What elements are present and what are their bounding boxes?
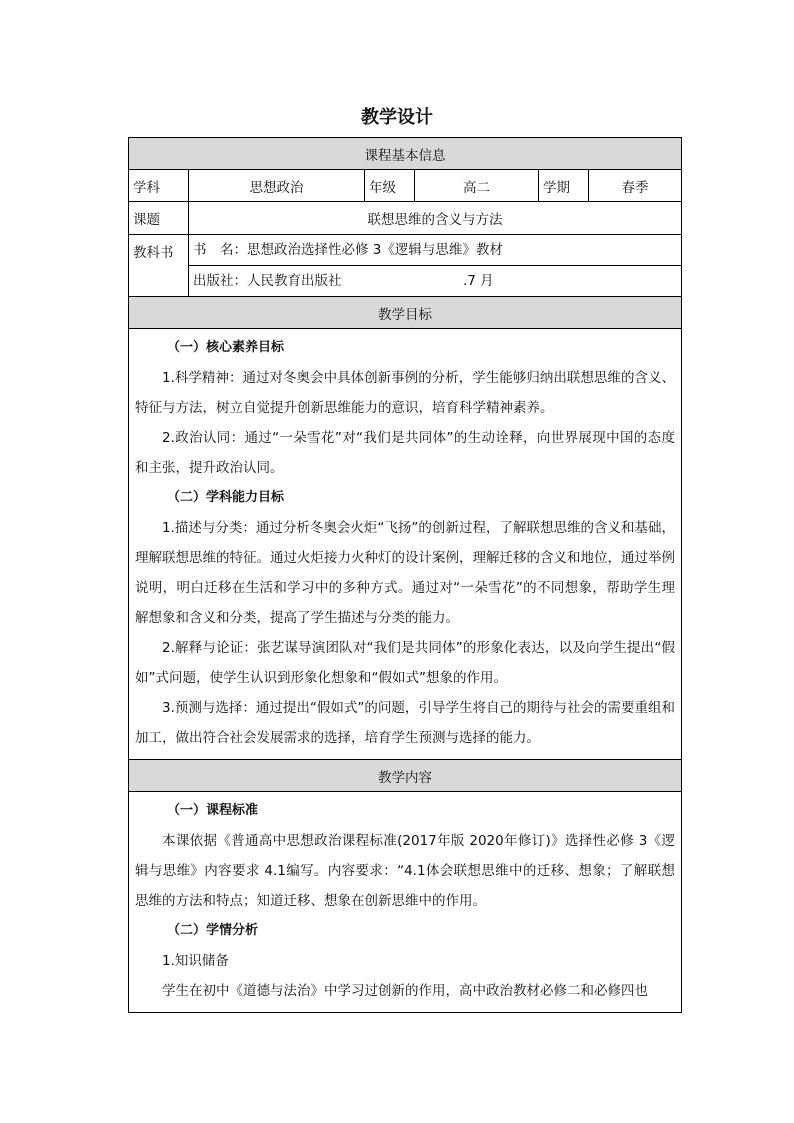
- section-title-goals: 教学目标: [129, 297, 682, 329]
- topic-value: 联想思维的含义与方法: [189, 202, 682, 235]
- lesson-plan-table: [128, 137, 682, 1013]
- section-header-goals: [129, 297, 682, 329]
- curriculum-standard-heading: （一）课程标准: [167, 803, 259, 818]
- publisher-row: [129, 266, 682, 297]
- textbook-publisher: 出版社：人民教育出版社 .7 月: [189, 266, 682, 297]
- ability-goal-paragraph: 2.解释与论证：张艺谋导演团队对“我们是共同体”的形象化表达，以及向学生提出“假如”式问题，使学生认识到形象化想象和“假如式”想象的作用。: [135, 640, 675, 686]
- section-title-content: 教学内容: [129, 760, 682, 792]
- core-goal-paragraph: 1.科学精神：通过对冬奥会中具体创新事例的分析，学生能够归纳出联想思维的含义、特征与方法，树立自觉提升创新思维能力的意识，培育科学精神素养。: [135, 370, 675, 416]
- textbook-label: 教科书: [129, 235, 189, 297]
- learner-analysis-heading: （二）学情分析: [167, 923, 259, 938]
- grade-label: 年级: [365, 170, 415, 202]
- core-goal-paragraph: 2.政治认同：通过“一朵雪花”对“我们是共同体”的生动诠释，向世界展现中国的态度和主张，提升政治认同。: [135, 430, 675, 476]
- knowledge-reserve-paragraph: 学生在初中《道德与法治》中学习过创新的作用，高中政治教材必修二和必修四也: [162, 983, 648, 999]
- core-goals-heading: （一）核心素养目标: [167, 340, 285, 355]
- section-title-basic-info: 课程基本信息: [129, 138, 682, 170]
- subject-row: [129, 170, 682, 202]
- content-row: [129, 792, 682, 1013]
- subject-label: 学科: [129, 170, 189, 202]
- textbook-row: [129, 235, 682, 266]
- goals-body: [129, 329, 682, 760]
- term-label: 学期: [539, 170, 589, 202]
- ability-goals-heading: （二）学科能力目标: [167, 490, 285, 505]
- section-header-basic-info: [129, 138, 682, 170]
- document-title: 教学设计: [361, 107, 433, 128]
- topic-label: 课题: [129, 202, 189, 235]
- curriculum-standard-paragraph: 本课依据《普通高中思想政治课程标准(2017年版 2020年修订)》选择性必修 3《逻辑与思维》内容要求 4.1编写。内容要求：“4.1体会联想思维中的迁移、想象；了解联想思维的方法和特点；知道迁移、想象在创新思维中的作用。: [135, 833, 675, 909]
- section-header-content: [129, 760, 682, 792]
- subject-value: 思想政治: [189, 170, 365, 202]
- term-value: 春季: [589, 170, 682, 202]
- ability-goal-paragraph: 1.描述与分类：通过分析冬奥会火炬“飞扬”的创新过程，了解联想思维的含义和基础，理解联想思维的特征。通过火炬接力火种灯的设计案例，理解迁移的含义和地位，通过举例说明，明白迁移在生活和学习中的多种方式。通过对“一朵雪花”的不同想象，帮助学生理解想象和含义和分类，提高了学生描述与分类的能力。: [135, 520, 675, 626]
- ability-goal-paragraph: 3.预测与选择：通过提出“假如式”的问题，引导学生将自己的期待与社会的需要重组和加工，做出符合社会发展需求的选择，培育学生预测与选择的能力。: [135, 700, 675, 746]
- goals-row: [129, 329, 682, 760]
- textbook-name: 书 名：思想政治选择性必修 3《逻辑与思维》教材: [189, 235, 682, 266]
- grade-value: 高二: [415, 170, 539, 202]
- content-body: [129, 792, 682, 1013]
- topic-row: [129, 202, 682, 235]
- knowledge-reserve-label: 1.知识储备: [162, 953, 229, 969]
